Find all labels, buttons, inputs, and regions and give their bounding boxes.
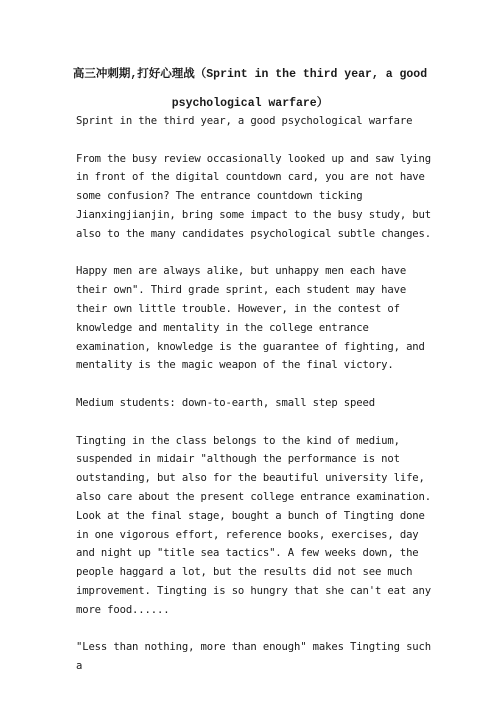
paragraph-section-heading: Medium students: down-to-earth, small step speed xyxy=(76,396,375,409)
paragraph-less-than-nothing: "Less than nothing, more than enough" makes Tingting such a xyxy=(76,641,438,673)
paragraph-happy-men: Happy men are always alike, but unhappy men each have their own". Third grade sprint, each student may have their own little trouble. However, in the contest of knowledge and mentality in the college entrance examination, knowledge is the guarantee of fighting, and mentality is the magic weapon of the final victory. xyxy=(76,265,432,372)
paragraph-countdown: From the busy review occasionally looked up and saw lying in front of the digital countdown card, you are not have some confusion? The entrance countdown ticking Jianxingjianjin, bring some impact to the busy study, but also to the many candidates psychological subtle changes. xyxy=(76,152,438,240)
paragraph-subtitle: Sprint in the third year, a good psychological warfare xyxy=(76,115,413,127)
paragraph-tingting: Tingting in the class belongs to the kind of medium, suspended in midair "although the performance is not outstanding, but also for the beautiful university life, also care about the present college entrance examination. Look at the final stage, bought a bunch of Tingting done in one vigorous effort, reference books, exercises, day and night up "title sea tactics". A few weeks down, the people haggard a lot, but the results did not see much improvement. Tingting is so hungry that she can't eat any more food...... xyxy=(76,434,438,616)
document-title: 高三冲刺期,打好心理战（Sprint in the third year, a good psychological warfare） xyxy=(72,68,428,110)
document-body xyxy=(76,112,436,676)
